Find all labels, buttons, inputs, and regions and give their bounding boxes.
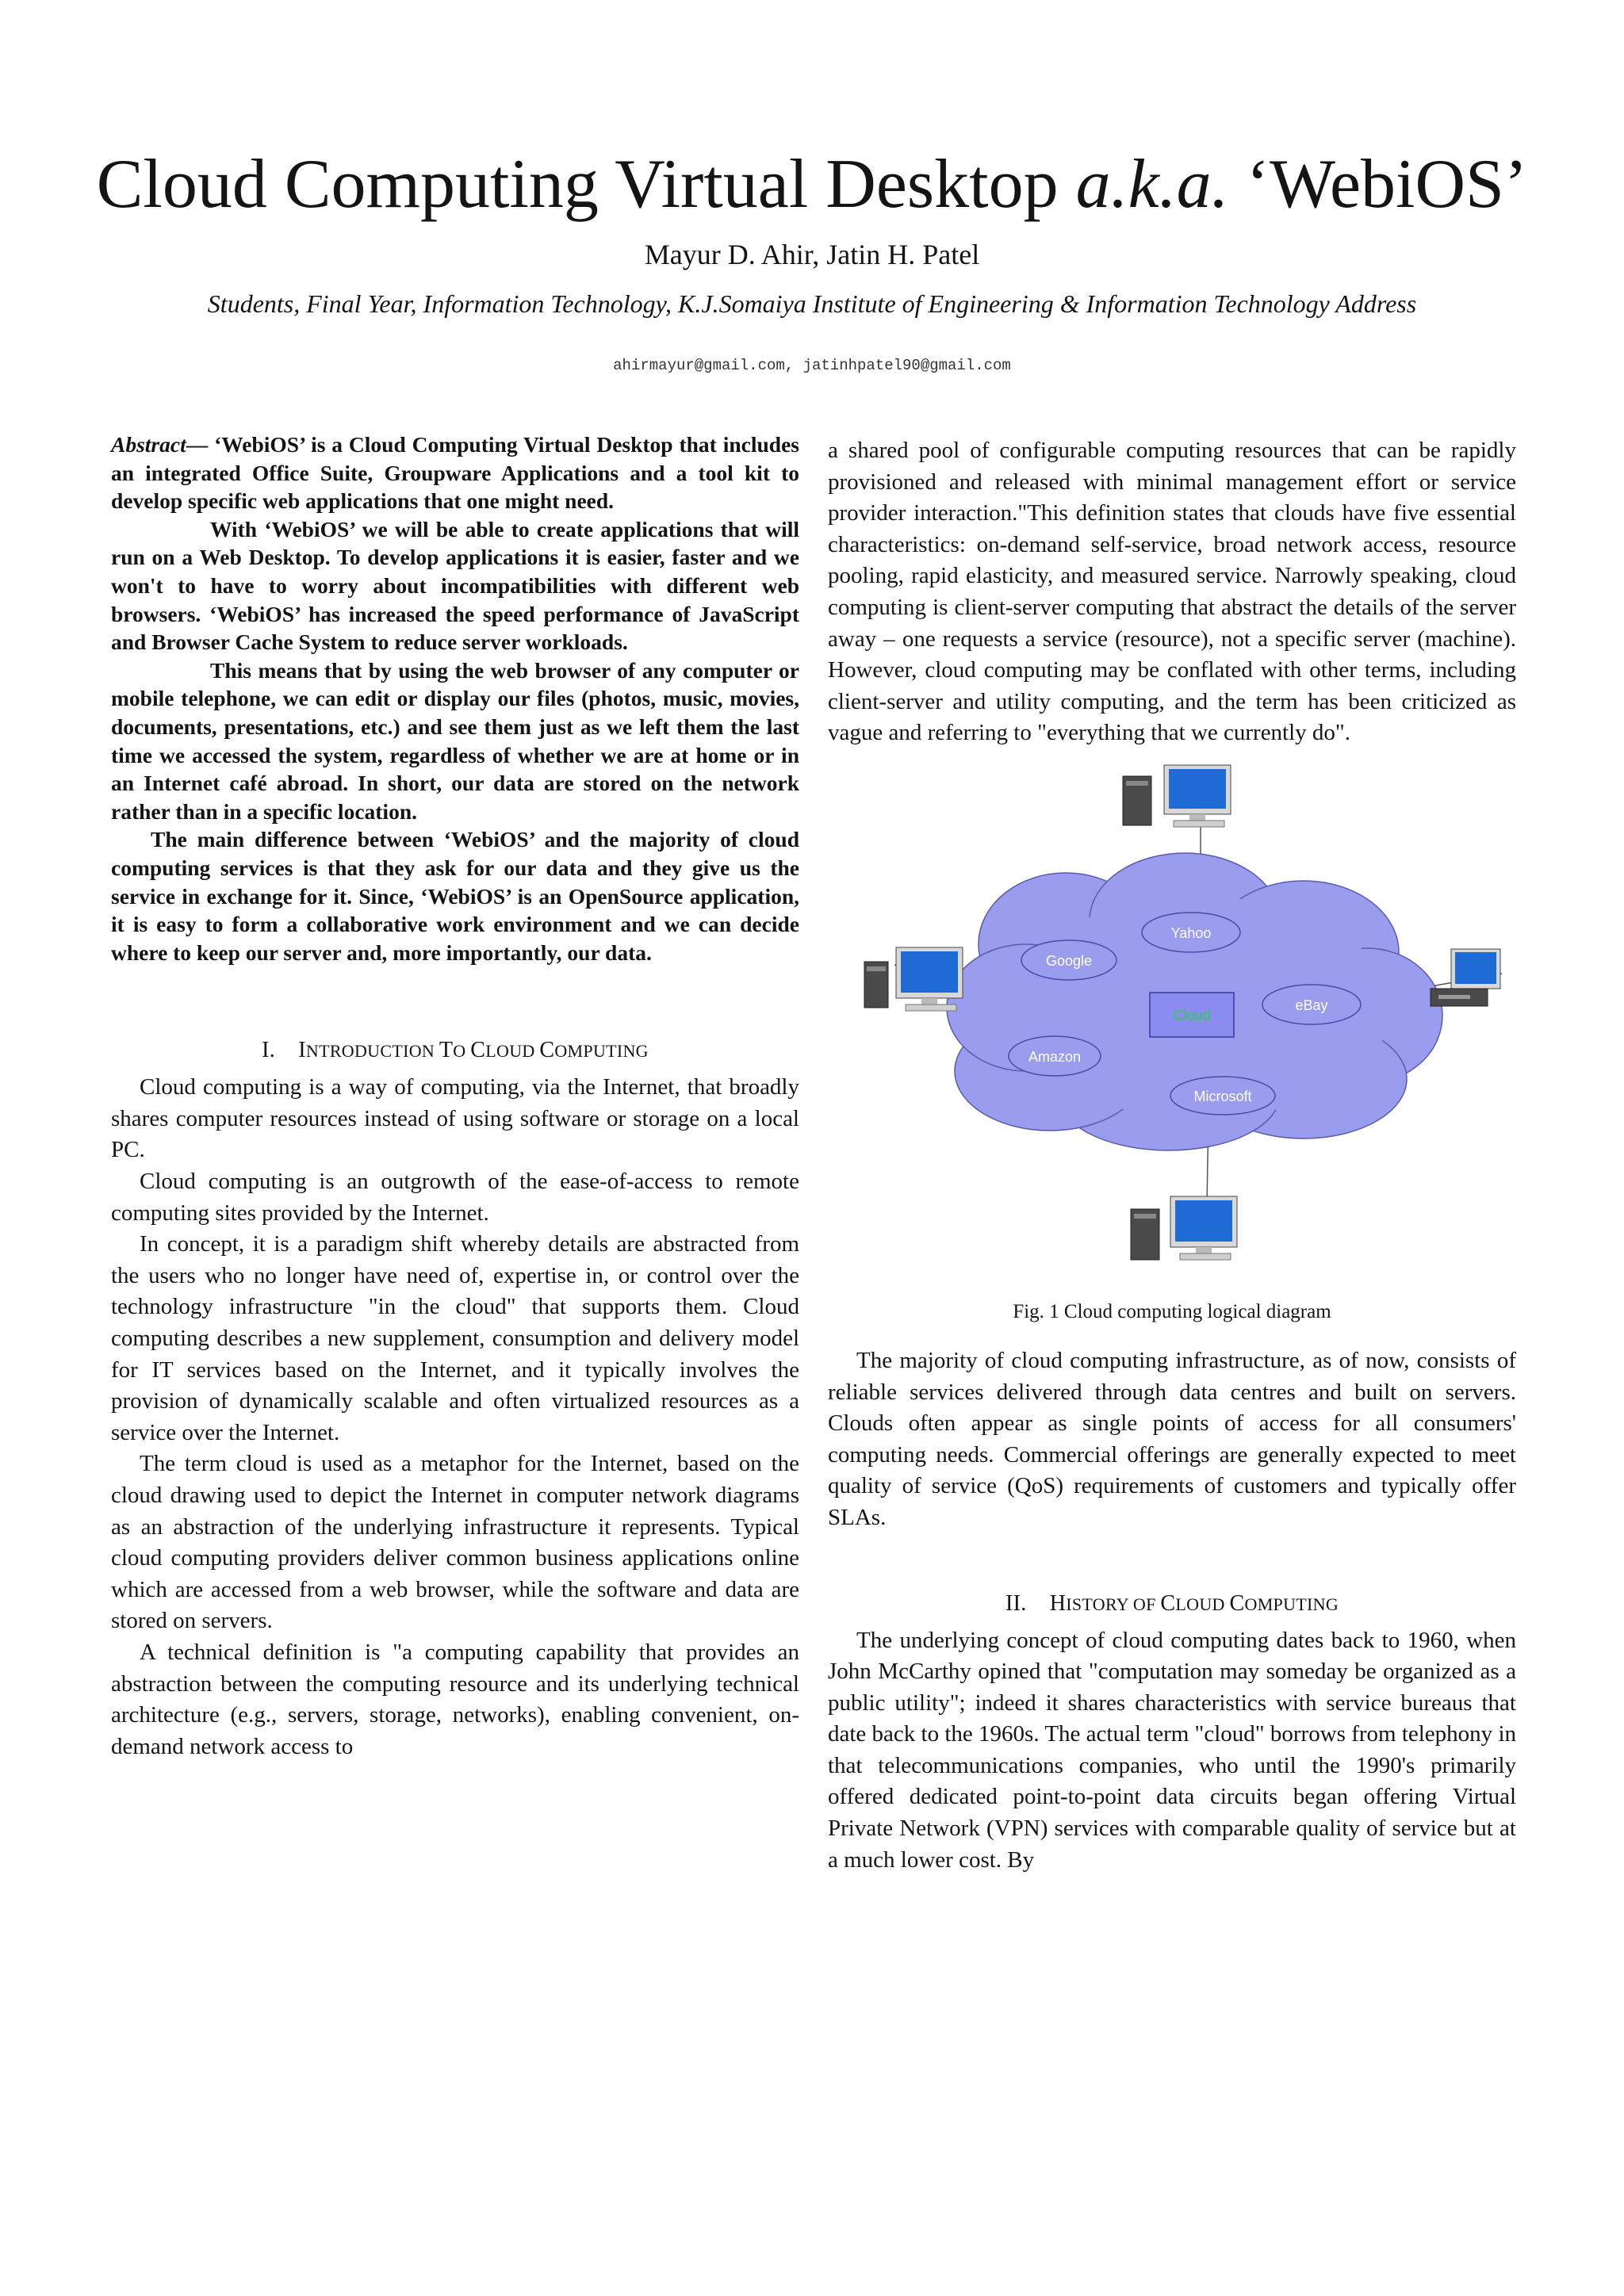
cloud-diagram xyxy=(828,762,1516,1285)
section-1-paragraph-6: The majority of cloud computing infrastructure, as of now, consists of reliable services delivered through data centres and built on servers. Clouds often appear as single points of access for all consumers' computing needs. Commercial offerings are generally expected to meet quality of service (QoS) requirements of customers and typically offer SLAs. xyxy=(828,1347,1516,1530)
google-label: Google xyxy=(1045,952,1093,969)
title-main: Cloud Computing Virtual Desktop xyxy=(96,146,1076,223)
abstract-paragraph-4: The main difference between ‘WebiOS’ and the majority of cloud computing services is that they ask for our data and they give us the service in exchange for it. Since, ‘WebiOS’ is an OpenSource application, it is easy to form a collaborative work environment and we can decide where to keep our server and, more importantly, our data. xyxy=(111,827,799,965)
heading-part-d: O xyxy=(453,1041,471,1062)
section-1-paragraph-4: The term cloud is used as a metaphor for the Internet, based on the cloud drawing used to depict the Internet in computer network diagrams as an abstraction of the underlying infrastructure it represents. Typical cloud computing providers deliver common business applications online which are accessed from a web browser, while the software and data are stored on servers. xyxy=(111,1451,799,1634)
abstract-label: Abstract xyxy=(111,432,186,457)
heading-part-c: T xyxy=(439,1038,454,1063)
paper-title xyxy=(0,141,1624,228)
heading-part-f: LOUD xyxy=(485,1041,540,1062)
abstract-paragraph-3: This means that by using the web browser of any computer or mobile telephone, we can edit or display our files (photos, music, movies, documents, presentations, etc.) and see them just as we left them the last time we accessed the system, regardless of whether we are at home or in an Internet café abroad. In short, our data are stored on the network rather than in a specific location. xyxy=(111,657,799,824)
affiliation: Students, Final Year, Information Technology, K.J.Somaiya Institute of Engineering & Information Technology Address xyxy=(207,289,1417,318)
heading-part-c: C xyxy=(1160,1590,1176,1616)
heading-part-g: C xyxy=(539,1038,555,1063)
right-column xyxy=(828,435,1516,1876)
section-2-paragraph-1: The underlying concept of cloud computing dates back to 1960, when John McCarthy opined that "computation may someday be organized as a public utility"; indeed it shares characteristics with service bureaus that date back to the 1960s. The actual term "cloud" borrows from telephony in that telecommunications companies, who until the 1990's primarily offered dedicated point-to-point data circuits began offering Virtual Private Network (VPN) services with comparable quality of service but at a much lower cost. By xyxy=(828,1627,1516,1873)
computer-icon-top xyxy=(1123,765,1231,827)
author-emails: ahirmayur@gmail.com, jatinhpatel90@gmail.com xyxy=(613,357,1011,374)
abstract-text-1: ‘WebiOS’ is a Cloud Computing Virtual Desktop that includes an integrated Office Suite, Groupware Applications and a tool kit to develop specific web applications that one might need. xyxy=(111,432,799,514)
heading-part-e: C xyxy=(470,1038,486,1063)
heading-part-d: LOUD xyxy=(1175,1594,1230,1614)
title-italic: a.k.a. xyxy=(1075,146,1229,223)
heading-part-f: OMPUTING xyxy=(1244,1594,1339,1614)
section-2-number: II. xyxy=(1005,1590,1027,1616)
section-1-number: I. xyxy=(262,1038,276,1063)
cloud-center-label: Cloud xyxy=(1173,1007,1211,1024)
microsoft-label: Microsoft xyxy=(1193,1088,1252,1104)
heading-part-h: OMPUTING xyxy=(554,1041,649,1062)
left-column xyxy=(111,430,799,1762)
figure-1 xyxy=(828,762,1516,1325)
section-1-paragraph-5-continued: a shared pool of configurable computing resources that can be rapidly provisioned and released with minimal management effort or service provider interaction."This definition states that clouds have five essential characteristics: on-demand self-service, broad network access, resource pooling, rapid elasticity, and measured service. Narrowly speaking, cloud computing is client-server computing that abstract the details of the server away – one requests a service (resource), not a specific server (machine). However, cloud computing may be conflated with other terms, including client-server and utility computing, and the term has been criticized as vague and referring to "everything that we currently do". xyxy=(828,438,1516,746)
abstract-paragraph-1 xyxy=(111,430,799,515)
computer-icon-right xyxy=(1431,949,1500,1006)
amazon-label: Amazon xyxy=(1028,1048,1082,1065)
section-1-paragraph-5: A technical definition is "a computing capability that provides an abstraction between the computing resource and its underlying technical architecture (e.g., servers, storage, networks), enabling convenient, on-demand network access to xyxy=(111,1639,799,1759)
abstract-dash: — xyxy=(186,432,215,457)
heading-part-a: I xyxy=(298,1038,306,1063)
heading-part-b: ISTORY OF xyxy=(1066,1594,1161,1614)
yahoo-label: Yahoo xyxy=(1170,924,1212,941)
section-2-heading xyxy=(828,1590,1516,1619)
title-tail: ‘WebiOS’ xyxy=(1228,146,1528,223)
abstract-paragraph-2: With ‘WebiOS’ we will be able to create applications that will run on a Web Desktop. To develop applications it is easier, faster and we won't to have to worry about incompatibilities with different web browsers. ‘WebiOS’ has increased the speed performance of JavaScript and Browser Cache System to reduce server workloads. xyxy=(111,516,799,655)
figure-1-caption: Fig. 1 Cloud computing logical diagram xyxy=(1013,1300,1331,1322)
heading-part-b: NTRODUCTION xyxy=(305,1041,439,1062)
ebay-label: eBay xyxy=(1295,997,1328,1013)
authors: Mayur D. Ahir, Jatin H. Patel xyxy=(644,239,980,270)
section-1-paragraph-1: Cloud computing is a way of computing, via the Internet, that broadly shares computer resources instead of using software or storage on a local PC. xyxy=(111,1074,799,1163)
abstract xyxy=(111,430,799,966)
heading-part-e: C xyxy=(1229,1590,1245,1616)
section-1-heading xyxy=(111,1036,799,1066)
section-1-paragraph-3: In concept, it is a paradigm shift whereby details are abstracted from the users who no longer have need of, expertise in, or control over the technology infrastructure "in the cloud" that supports them. Cloud computing describes a new supplement, consumption and delivery model for IT services based on the Internet, and it typically involves the provision of dynamically scalable and often virtualized resources as a service over the Internet. xyxy=(111,1231,799,1445)
heading-part-a: H xyxy=(1049,1590,1067,1616)
computer-icon-bottom xyxy=(1131,1196,1237,1260)
section-1 xyxy=(111,1036,799,1762)
section-1-paragraph-2: Cloud computing is an outgrowth of the ease-of-access to remote computing sites provided by the Internet. xyxy=(111,1169,799,1226)
